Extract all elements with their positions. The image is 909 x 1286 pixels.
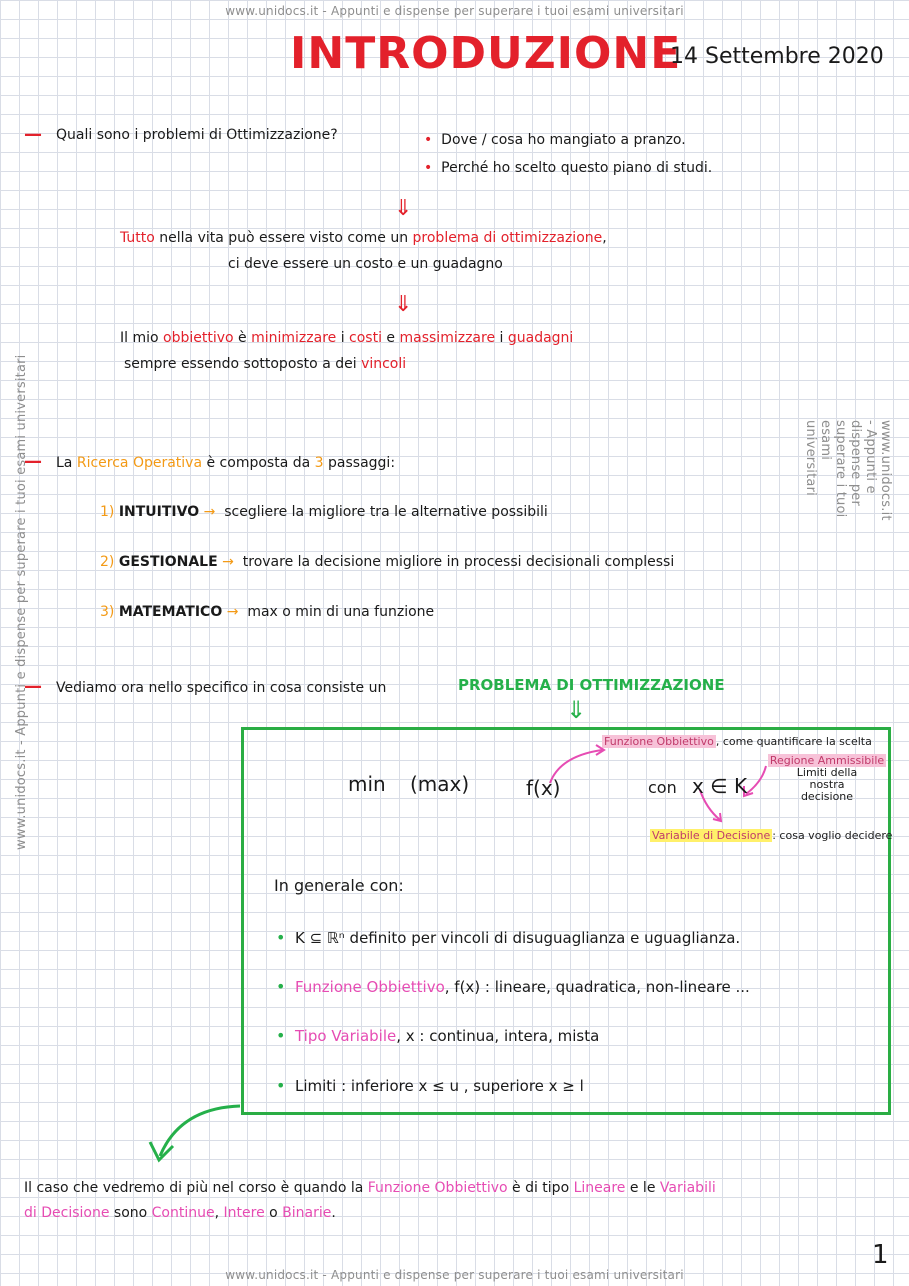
section-dash: — xyxy=(24,451,42,472)
opt-intro: Vediamo ora nello specifico in cosa consiste un xyxy=(56,680,387,696)
opt-title: PROBLEMA DI OTTIMIZZAZIONE xyxy=(458,676,725,694)
down-arrow-icon: ⇓ xyxy=(394,196,413,221)
bullet-item: • Perché ho scelto questo piano di studi. xyxy=(424,160,713,176)
page-number: 1 xyxy=(872,1240,889,1270)
note-objective: Funzione Obbiettivo , come quantificare la scelta xyxy=(604,735,872,748)
statement-line-1: Tutto nella vita può essere visto come un problema di ottimizzazione, xyxy=(120,230,607,246)
def-bullet: • Funzione Obbiettivo, f(x) : lineare, quadratica, non-lineare ... xyxy=(276,977,750,996)
formula-con: con xyxy=(648,778,677,797)
ro-step: 2) GESTIONALE → trovare la decisione migliore in processi decisionali complessi xyxy=(100,554,675,570)
general-heading: In generale con: xyxy=(274,876,404,895)
watermark-left: www.unidocs.it - Appunti e dispense per superare i tuoi esami universitari xyxy=(14,354,29,850)
watermark-top: www.unidocs.it - Appunti e dispense per superare i tuoi esami universitari xyxy=(225,4,684,18)
ro-intro: La Ricerca Operativa è composta da 3 passaggi: xyxy=(56,455,396,471)
right-arrow-icon: → xyxy=(203,504,216,520)
bullet-item: • Dove / cosa ho mangiato a pranzo. xyxy=(424,132,686,148)
formula-fx: f(x) xyxy=(526,776,561,800)
statement-line-3: Il mio obbiettivo è minimizzare i costi e massimizzare i guadagni xyxy=(120,330,574,346)
watermark-right: www.unidocs.it - Appunti e dispense per superare i tuoi esami universitari xyxy=(803,420,893,521)
ro-step: 3) MATEMATICO → max o min di una funzione xyxy=(100,604,435,620)
formula-set: x ∈ K xyxy=(692,774,748,798)
ro-step: 1) INTUITIVO → scegliere la migliore tra le alternative possibili xyxy=(100,504,548,520)
down-arrow-icon: ⇓ xyxy=(394,292,413,317)
curved-arrow-icon xyxy=(140,1098,250,1168)
watermark-bottom: www.unidocs.it - Appunti e dispense per superare i tuoi esami universitari xyxy=(225,1268,684,1282)
page-date: 14 Settembre 2020 xyxy=(670,44,884,69)
conclusion-line-2: di Decisione sono Continue, Intere o Binarie. xyxy=(24,1205,336,1221)
right-arrow-icon: → xyxy=(226,604,239,620)
statement-line-4: sempre essendo sottoposto a dei vincoli xyxy=(124,356,407,372)
note-feasible-region: Regione Ammissibile Limiti della nostra decisione xyxy=(769,754,885,803)
down-arrow-icon: ⇓ xyxy=(566,696,587,724)
def-bullet: • K ⊆ ℝⁿ definito per vincoli di disuguaglianza e uguaglianza. xyxy=(276,928,741,947)
statement-line-2: ci deve essere un costo e un guadagno xyxy=(228,256,503,272)
page-title: INTRODUZIONE xyxy=(290,28,682,79)
conclusion-line-1: Il caso che vedremo di più nel corso è quando la Funzione Obbiettivo è di tipo Lineare e le Variabili xyxy=(24,1180,716,1196)
formula-min: min xyxy=(348,772,386,796)
def-bullet: • Tipo Variabile, x : continua, intera, mista xyxy=(276,1026,600,1045)
right-arrow-icon: → xyxy=(222,554,234,570)
def-bullet: • Limiti : inferiore x ≤ u , superiore x ≥ l xyxy=(276,1076,584,1095)
section-dash: — xyxy=(24,676,42,697)
bullet-list xyxy=(424,126,712,182)
formula-max: (max) xyxy=(410,772,470,796)
section-dash: — xyxy=(24,124,42,145)
question-text: Quali sono i problemi di Ottimizzazione? xyxy=(56,127,338,143)
note-decision-variable: Variabile di Decisione : cosa voglio decidere xyxy=(652,829,893,842)
